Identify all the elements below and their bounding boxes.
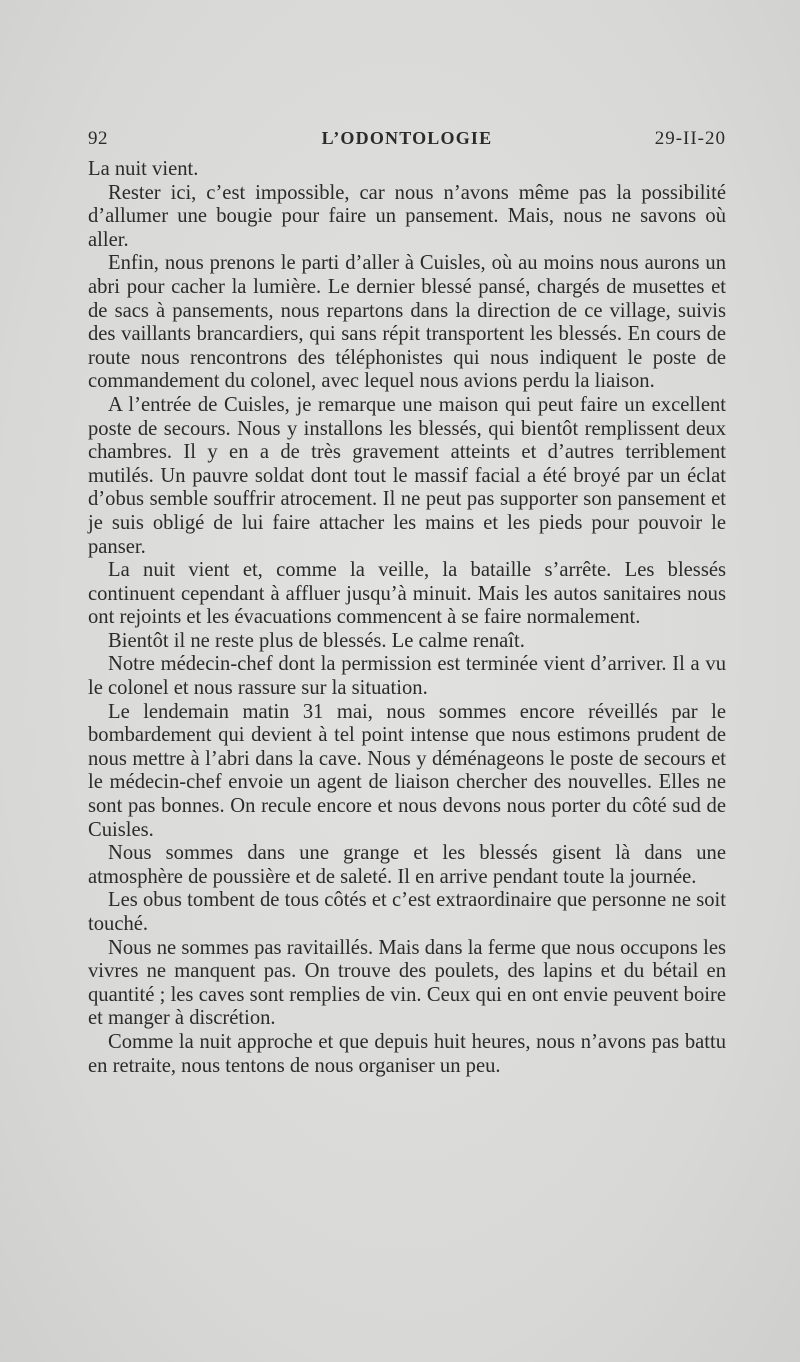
paragraph: Nous ne sommes pas ravitaillés. Mais dans la ferme que nous occupons les vivres ne manquent pas. On trouve des poulets, des lapins et du bétail en quantité ; les caves sont remplies de vin. Ceux qui en ont envie peuvent boire et manger à discrétion. [88,936,726,1030]
paragraph: Notre médecin-chef dont la permission est terminée vient d’arriver. Il a vu le colonel et nous rassure sur la situation. [88,653,726,700]
paragraph: Le lendemain matin 31 mai, nous sommes encore réveillés par le bombardement qui devient à tel point intense que nous estimons prudent de nous mettre à l’abri dans la cave. Nous y déménageons le poste de secours et le médecin-chef envoie un agent de liaison chercher des nouvelles. Elles ne sont pas bonnes. On recule encore et nous devons nous porter du côté sud de Cuisles. [88,700,726,841]
paragraph: Comme la nuit approche et que depuis huit heures, nous n’avons pas battu en retraite, nous tentons de nous organiser un peu. [88,1030,726,1077]
page-number: 92 [88,128,108,149]
body-text [88,158,726,1078]
paragraph: Bientôt il ne reste plus de blessés. Le calme renaît. [108,629,525,652]
paragraph: Enfin, nous prenons le parti d’aller à Cuisles, où au moins nous aurons un abri pour cacher la lumière. Le dernier blessé pansé, chargés de musettes et de sacs à pansements, nous repartons dans la direction de ce village, suivis des vaillants brancardiers, qui sans répit transportent les blessés. En cours de route nous rencontrons des téléphonistes qui nous indiquent le poste de commandement du colonel, avec lequel nous avions perdu la liaison. [88,252,726,393]
paragraph: Les obus tombent de tous côtés et c’est extraordinaire que personne ne soit touché. [88,889,726,935]
paragraph: Rester ici, c’est impossible, car nous n’avons même pas la possibilité d’allumer une bougie pour faire un pansement. Mais, nous ne savons où aller. [88,181,726,251]
journal-title: L’ODONTOLOGIE [321,128,493,148]
paragraph: A l’entrée de Cuisles, je remarque une maison qui peut faire un excellent poste de secours. Nous y installons les blessés, qui bientôt remplissent deux chambres. Il y en a de très gravement atteints et d’autres terriblement mutilés. Un pauvre soldat dont tout le massif facial a été broyé par un éclat d’obus semble souffrir atrocement. Il ne peut pas supporter son pansement et je suis obligé de lui faire attacher les mains et les pieds pour pouvoir le panser. [88,393,726,558]
paragraph: La nuit vient et, comme la veille, la bataille s’arrête. Les blessés continuent cependant à affluer jusqu’à minuit. Mais les autos sanitaires nous ont rejoints et les évacuations commencent à se faire normalement. [88,559,726,629]
issue-date: 29-II-20 [654,128,726,149]
running-header [88,128,726,154]
paragraph: Nous sommes dans une grange et les blessés gisent là dans une atmosphère de poussière et de saleté. Il en arrive pendant toute la journée. [88,842,726,888]
paragraph: La nuit vient. [88,158,199,180]
